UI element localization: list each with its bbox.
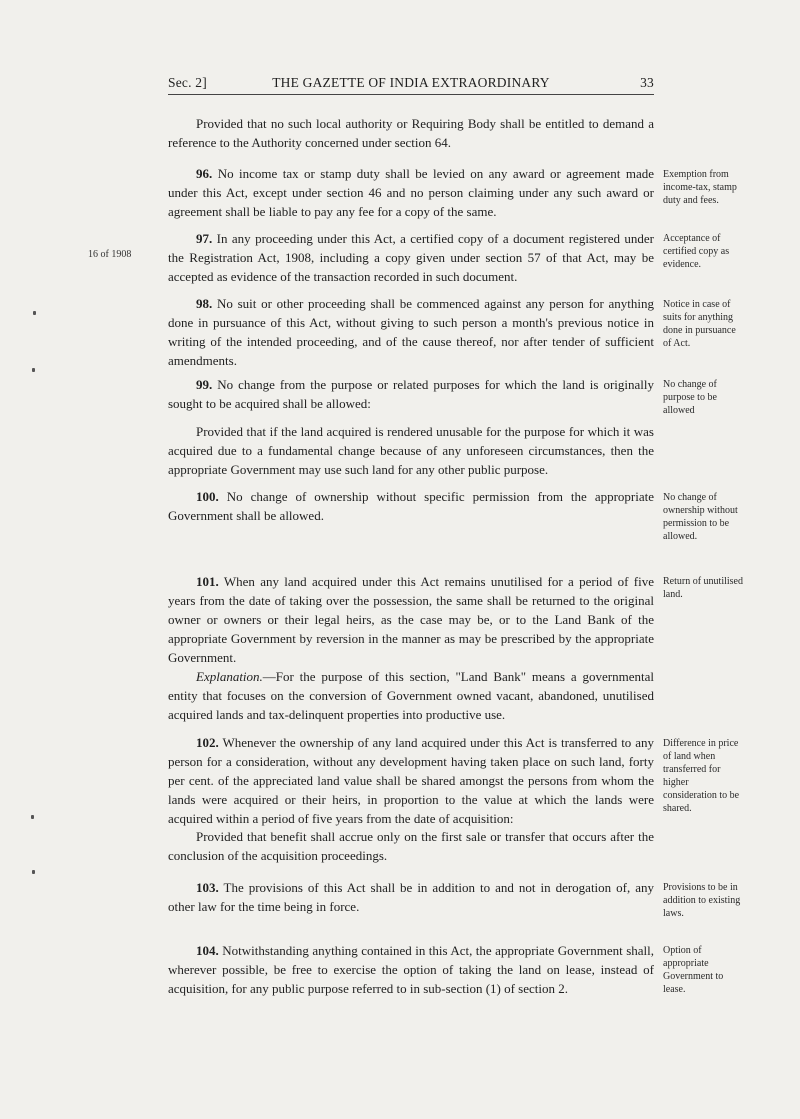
section-98 <box>168 294 654 370</box>
section-99 <box>168 375 654 413</box>
section-number: 96. <box>196 166 213 181</box>
section-number: 100. <box>196 489 219 504</box>
paragraph-text: Notwithstanding anything contained in this Act, the appropriate Government shall, wherever possible, be free to exercise the option of taking the land on lease, instead of acquisition, for any public purpose referred to in sub-section (1) of section 2. <box>168 943 654 996</box>
paragraph-text: No change from the purpose or related purposes for which the land is originally sought to be acquired shall be allowed: <box>168 377 655 411</box>
section-reference: Sec. 2] <box>168 75 207 90</box>
paragraph-text: When any land acquired under this Act remains unutilised for a period of five years from the date of taking over the possession, the same shall be returned to the original owner or owners or their legal heirs, as the case may be, or to the Land Bank of the appropriate Government by reversion in the manner as may be prescribed by the appropriate Government. <box>168 574 654 665</box>
margin-note-97: Acceptance of certified copy as evidence. <box>663 233 730 270</box>
paragraph-text: Whenever the ownership of any land acquired under this Act is transferred to any person for a consideration, without any development having taken place on such land, forty per cent. of the appreciated land value shall be shared amongst the persons from whom the lands were acquired or their heirs, in proportion to the value at which the lands were acquired within a period of five years from the date of acquisition: <box>168 735 655 826</box>
page-number: 33 <box>640 75 654 90</box>
proviso-paragraph <box>168 422 654 479</box>
explanation-paragraph <box>168 667 654 724</box>
section-101 <box>168 572 654 667</box>
margin-note-98: Notice in case of suits for anything done in pursuance of Act. <box>663 299 736 349</box>
section-103 <box>168 878 654 916</box>
section-number: 98. <box>196 296 213 311</box>
section-104 <box>168 941 654 998</box>
scan-speck <box>32 870 35 874</box>
section-102 <box>168 733 654 828</box>
section-number: 102. <box>196 735 219 750</box>
page-header <box>168 75 654 95</box>
margin-note-100: No change of ownership without permission to be allowed. <box>663 492 738 542</box>
gazette-title: THE GAZETTE OF INDIA EXTRAORDINARY <box>272 75 550 90</box>
scan-speck <box>33 311 36 315</box>
section-97 <box>168 229 654 286</box>
section-number: 104. <box>196 943 219 958</box>
paragraph-text: The provisions of this Act shall be in addition to and not in derogation of, any other law for the time being in force. <box>168 880 655 914</box>
scan-speck <box>31 815 34 819</box>
paragraph-text: Provided that no such local authority or Requiring Body shall be entitled to demand a reference to the Authority concerned under section 64. <box>168 116 654 150</box>
section-100 <box>168 487 654 525</box>
section-number: 101. <box>196 574 219 589</box>
section-96 <box>168 164 654 221</box>
margin-note-99: No change of purpose to be allowed <box>663 379 717 416</box>
proviso-paragraph <box>168 827 654 865</box>
section-number: 97. <box>196 231 213 246</box>
margin-note-102: Difference in price of land when transferred for higher consideration to be shared. <box>663 738 740 814</box>
proviso-paragraph <box>168 114 654 152</box>
margin-note-103: Provisions to be in addition to existing laws. <box>663 882 741 919</box>
paragraph-text: No income tax or stamp duty shall be levied on any award or agreement made under this Act, except under section 46 and no person claiming under any such award or agreement shall be liable to pay any fee for a copy of the same. <box>168 166 654 219</box>
section-number: 103. <box>196 880 219 895</box>
paragraph-text: No suit or other proceeding shall be commenced against any person for anything done in pursuance of this Act, without giving to such person a month's previous notice in writing of the intended proceeding, and of the cause thereof, nor after tender of sufficient amendments. <box>168 296 654 368</box>
margin-note-101: Return of unutilised land. <box>663 576 743 600</box>
scan-speck <box>32 368 35 372</box>
paragraph-text: Provided that benefit shall accrue only on the first sale or transfer that occurs after the conclusion of the acquisition proceedings. <box>168 829 654 863</box>
left-margin-note: 16 of 1908 <box>88 249 132 260</box>
paragraph-text: No change of ownership without specific permission from the appropriate Government shall be allowed. <box>168 489 655 523</box>
margin-note-96: Exemption from income-tax, stamp duty and fees. <box>663 169 737 206</box>
paragraph-text: —For the purpose of this section, "Land Bank" means a governmental entity that focuses on the conversion of Government owned vacant, abandoned, unutilised acquired lands and tax-delinquent properties into productive use. <box>168 669 654 722</box>
explanation-label: Explanation. <box>196 669 263 684</box>
margin-note-104: Option of appropriate Government to lease. <box>663 945 724 995</box>
paragraph-text: In any proceeding under this Act, a certified copy of a document registered under the Registration Act, 1908, including a copy given under section 57 of that Act, may be accepted as evidence of the transaction recorded in such document. <box>168 231 654 284</box>
paragraph-text: Provided that if the land acquired is rendered unusable for the purpose for which it was acquired due to a fundamental change because of any unforeseen circumstances, then the appropriate Government may use such land for any other public purpose. <box>168 424 654 477</box>
section-number: 99. <box>196 377 213 392</box>
